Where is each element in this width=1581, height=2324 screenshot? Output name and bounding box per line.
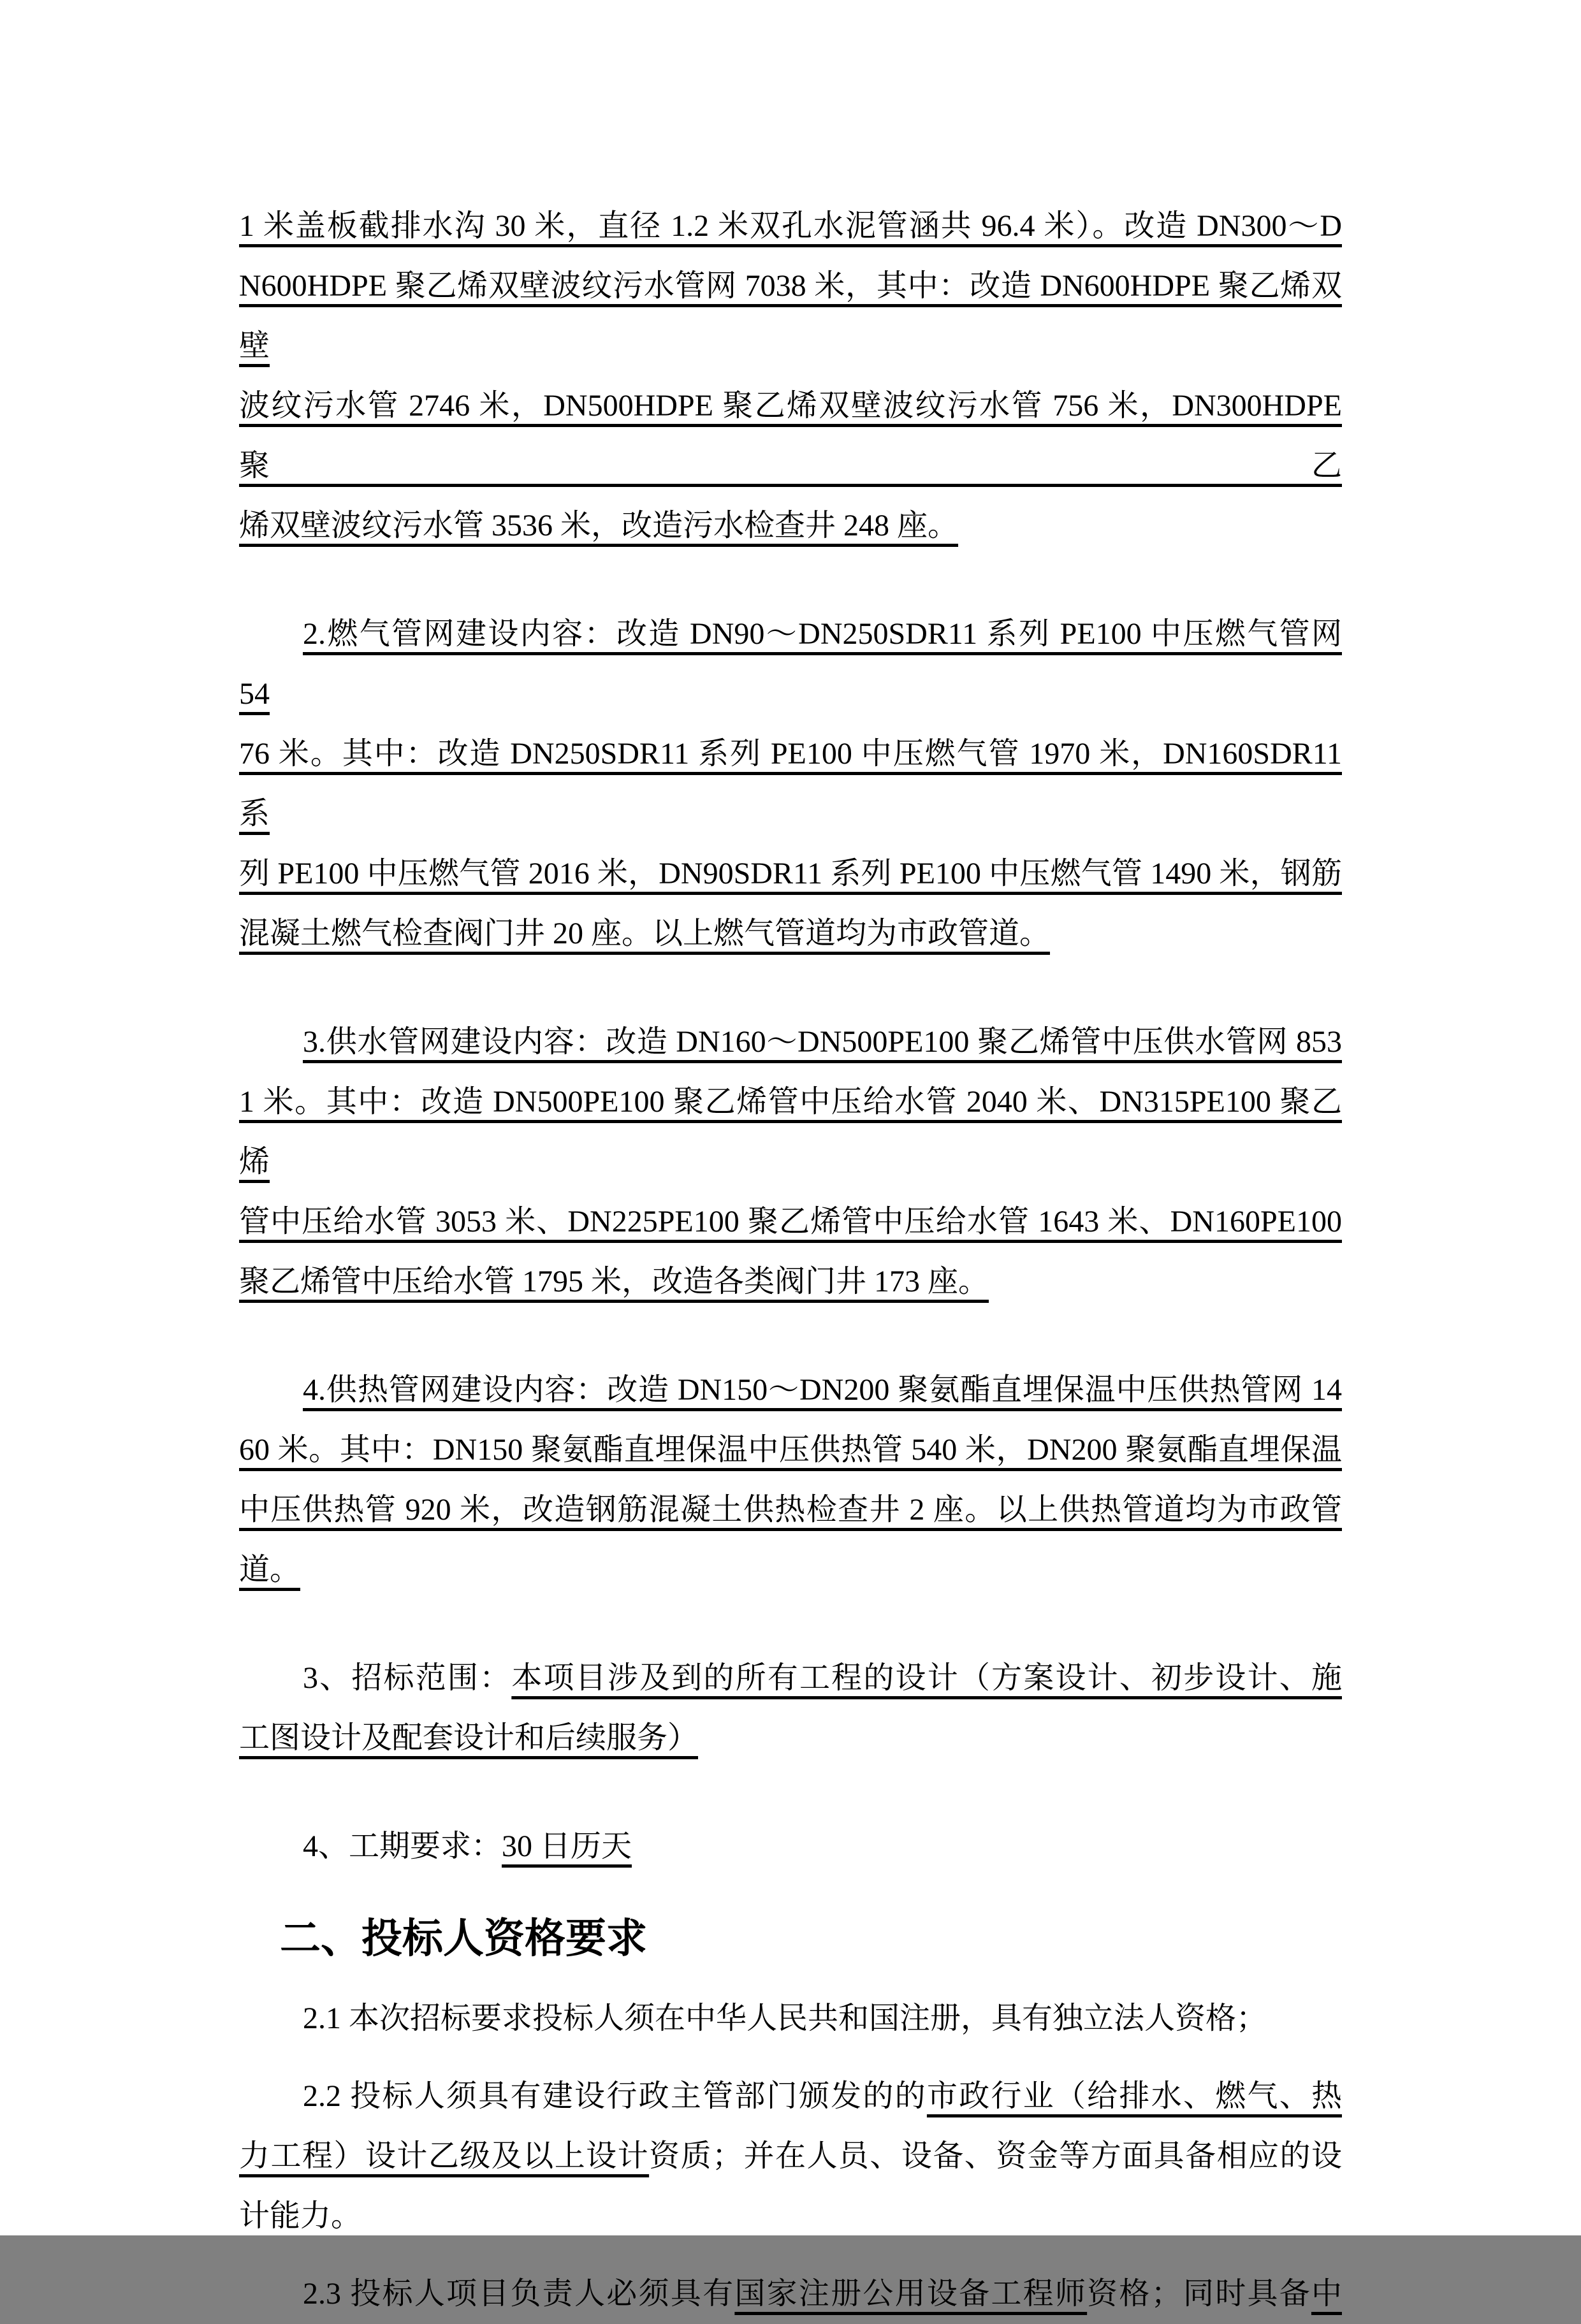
underlined-text: 道。 — [239, 1553, 301, 1587]
underlined-text: 2.燃气管网建设内容：改造 DN90～DN250SDR11 系列 PE100 中压燃气管网 54 — [239, 617, 1342, 711]
underlined-text: 76 米。其中：改造 DN250SDR11 系列 PE100 中压燃气管 1970 米，DN160SDR11 系 — [239, 737, 1342, 831]
paragraph-4-heating-network — [239, 1360, 1342, 1600]
paragraph-2-2-design-qualification-line-1 — [239, 2066, 1342, 2126]
paragraph-3-water-supply-network-line-4 — [239, 1252, 1342, 1312]
underlined-text: 30 日历天 — [502, 1829, 632, 1863]
underlined-text: 波纹污水管 2746 米，DN500HDPE 聚乙烯双壁波纹污水管 756 米，DN300HDPE 聚乙 — [239, 389, 1342, 483]
underlined-text: 工图设计及配套设计和后续服务） — [239, 1721, 699, 1755]
heading-section-2-bidder-qualifications — [239, 1907, 1342, 1971]
paragraph-2-3-project-leader-qualification-line-1 — [239, 2264, 1342, 2324]
underlined-text: 本项目涉及到的所有工程的设计（方案设计、初步设计、施 — [511, 1661, 1342, 1695]
underlined-text: 1 米盖板截排水沟 30 米，直径 1.2 米双孔水泥管涵共 96.4 米）。改造 DN300～D — [239, 209, 1342, 243]
underlined-text: 力工程）设计乙级及以上设计 — [239, 2139, 650, 2173]
paragraph-4-construction-period — [239, 1817, 1342, 1877]
paragraph-2-2-design-qualification-line-2 — [239, 2126, 1342, 2186]
underlined-text: 国家注册公用设备工程师 — [734, 2277, 1088, 2311]
paragraph-2-2-design-qualification — [239, 2066, 1342, 2246]
paragraph-3-tender-scope — [239, 1648, 1342, 1768]
plain-text: 2.2 投标人须具有建设行政主管部门颁发的的 — [303, 2079, 927, 2113]
paragraph-4-heating-network-line-3 — [239, 1480, 1342, 1540]
underlined-text: 3.供水管网建设内容：改造 DN160～DN500PE100 聚乙烯管中压供水管网 853 — [303, 1025, 1342, 1059]
plain-text: 4、工期要求： — [303, 1829, 502, 1863]
paragraph-3-water-supply-network-line-1 — [239, 1012, 1342, 1072]
paragraph-sewage-network-continuation-line-4 — [239, 496, 1342, 556]
plain-text: 2.1 本次招标要求投标人须在中华人民共和国注册，具有独立法人资格； — [303, 2001, 1267, 2035]
paragraph-sewage-network-continuation-line-2 — [239, 256, 1342, 376]
underlined-text: N600HDPE 聚乙烯双壁波纹污水管网 7038 米，其中：改造 DN600HDPE 聚乙烯双壁 — [239, 269, 1342, 363]
plain-text: 资格；同时具备 — [1087, 2277, 1311, 2311]
underlined-text: 4.供热管网建设内容：改造 DN150～DN200 聚氨酯直埋保温中压供热管网 14 — [303, 1373, 1342, 1407]
paragraph-sewage-network-continuation-line-3 — [239, 376, 1342, 496]
paragraph-2-2-design-qualification-line-3 — [239, 2186, 1342, 2246]
underlined-text: 烯双壁波纹污水管 3536 米，改造污水检查井 248 座。 — [239, 509, 959, 542]
underlined-text: 1 米。其中：改造 DN500PE100 聚乙烯管中压给水管 2040 米、DN315PE100 聚乙烯 — [239, 1085, 1342, 1179]
underlined-text: 聚乙烯管中压给水管 1795 米，改造各类阀门井 173 座。 — [239, 1265, 989, 1298]
paragraph-2-gas-network-line-4 — [239, 904, 1342, 964]
paragraph-2-gas-network-line-2 — [239, 724, 1342, 844]
paragraph-4-construction-period-line-1 — [239, 1817, 1342, 1877]
plain-text: 计能力。 — [239, 2199, 362, 2233]
document-content — [239, 196, 1342, 2324]
paragraph-2-gas-network — [239, 604, 1342, 964]
paragraph-4-heating-network-line-2 — [239, 1420, 1342, 1480]
paragraph-3-water-supply-network-line-2 — [239, 1072, 1342, 1192]
underlined-text: 列 PE100 中压燃气管 2016 米，DN90SDR11 系列 PE100 中压燃气管 1490 米，钢筋 — [239, 857, 1342, 890]
plain-text: 2.3 投标人项目负责人必须具有 — [303, 2277, 735, 2311]
paragraph-2-gas-network-line-1 — [239, 604, 1342, 724]
paragraph-2-1-legal-person-registration — [239, 1989, 1342, 2049]
heading-section-2-bidder-qualifications-line-1 — [239, 1907, 1342, 1971]
paragraph-sewage-network-continuation — [239, 196, 1342, 556]
underlined-text: 混凝土燃气检查阀门井 20 座。以上燃气管道均为市政管道。 — [239, 917, 1051, 950]
paragraph-sewage-network-continuation-line-1 — [239, 196, 1342, 256]
underlined-text: 中 — [1311, 2277, 1342, 2311]
paragraph-3-tender-scope-line-1 — [239, 1648, 1342, 1708]
underlined-text: 中压供热管 920 米，改造钢筋混凝土供热检查井 2 座。以上供热管道均为市政管 — [239, 1493, 1342, 1527]
plain-text: 资质；并在人员、设备、资金等方面具备相应的设 — [649, 2139, 1342, 2173]
paragraph-2-1-legal-person-registration-line-1 — [239, 1989, 1342, 2049]
paragraph-3-water-supply-network — [239, 1012, 1342, 1312]
paragraph-2-gas-network-line-3 — [239, 844, 1342, 904]
paragraph-4-heating-network-line-4 — [239, 1540, 1342, 1600]
plain-text: 二、投标人资格要求 — [280, 1916, 647, 1961]
underlined-text: 60 米。其中：DN150 聚氨酯直埋保温中压供热管 540 米，DN200 聚氨酯直埋保温 — [239, 1433, 1342, 1467]
plain-text: 3、招标范围： — [303, 1661, 512, 1695]
paragraph-3-tender-scope-line-2 — [239, 1708, 1342, 1768]
paragraph-3-water-supply-network-line-3 — [239, 1192, 1342, 1252]
paragraph-4-heating-network-line-1 — [239, 1360, 1342, 1420]
paragraph-2-3-project-leader-qualification — [239, 2264, 1342, 2324]
underlined-text: 市政行业（给排水、燃气、热 — [926, 2079, 1342, 2113]
underlined-text: 管中压给水管 3053 米、DN225PE100 聚乙烯管中压给水管 1643 米、DN160PE100 — [239, 1205, 1342, 1238]
